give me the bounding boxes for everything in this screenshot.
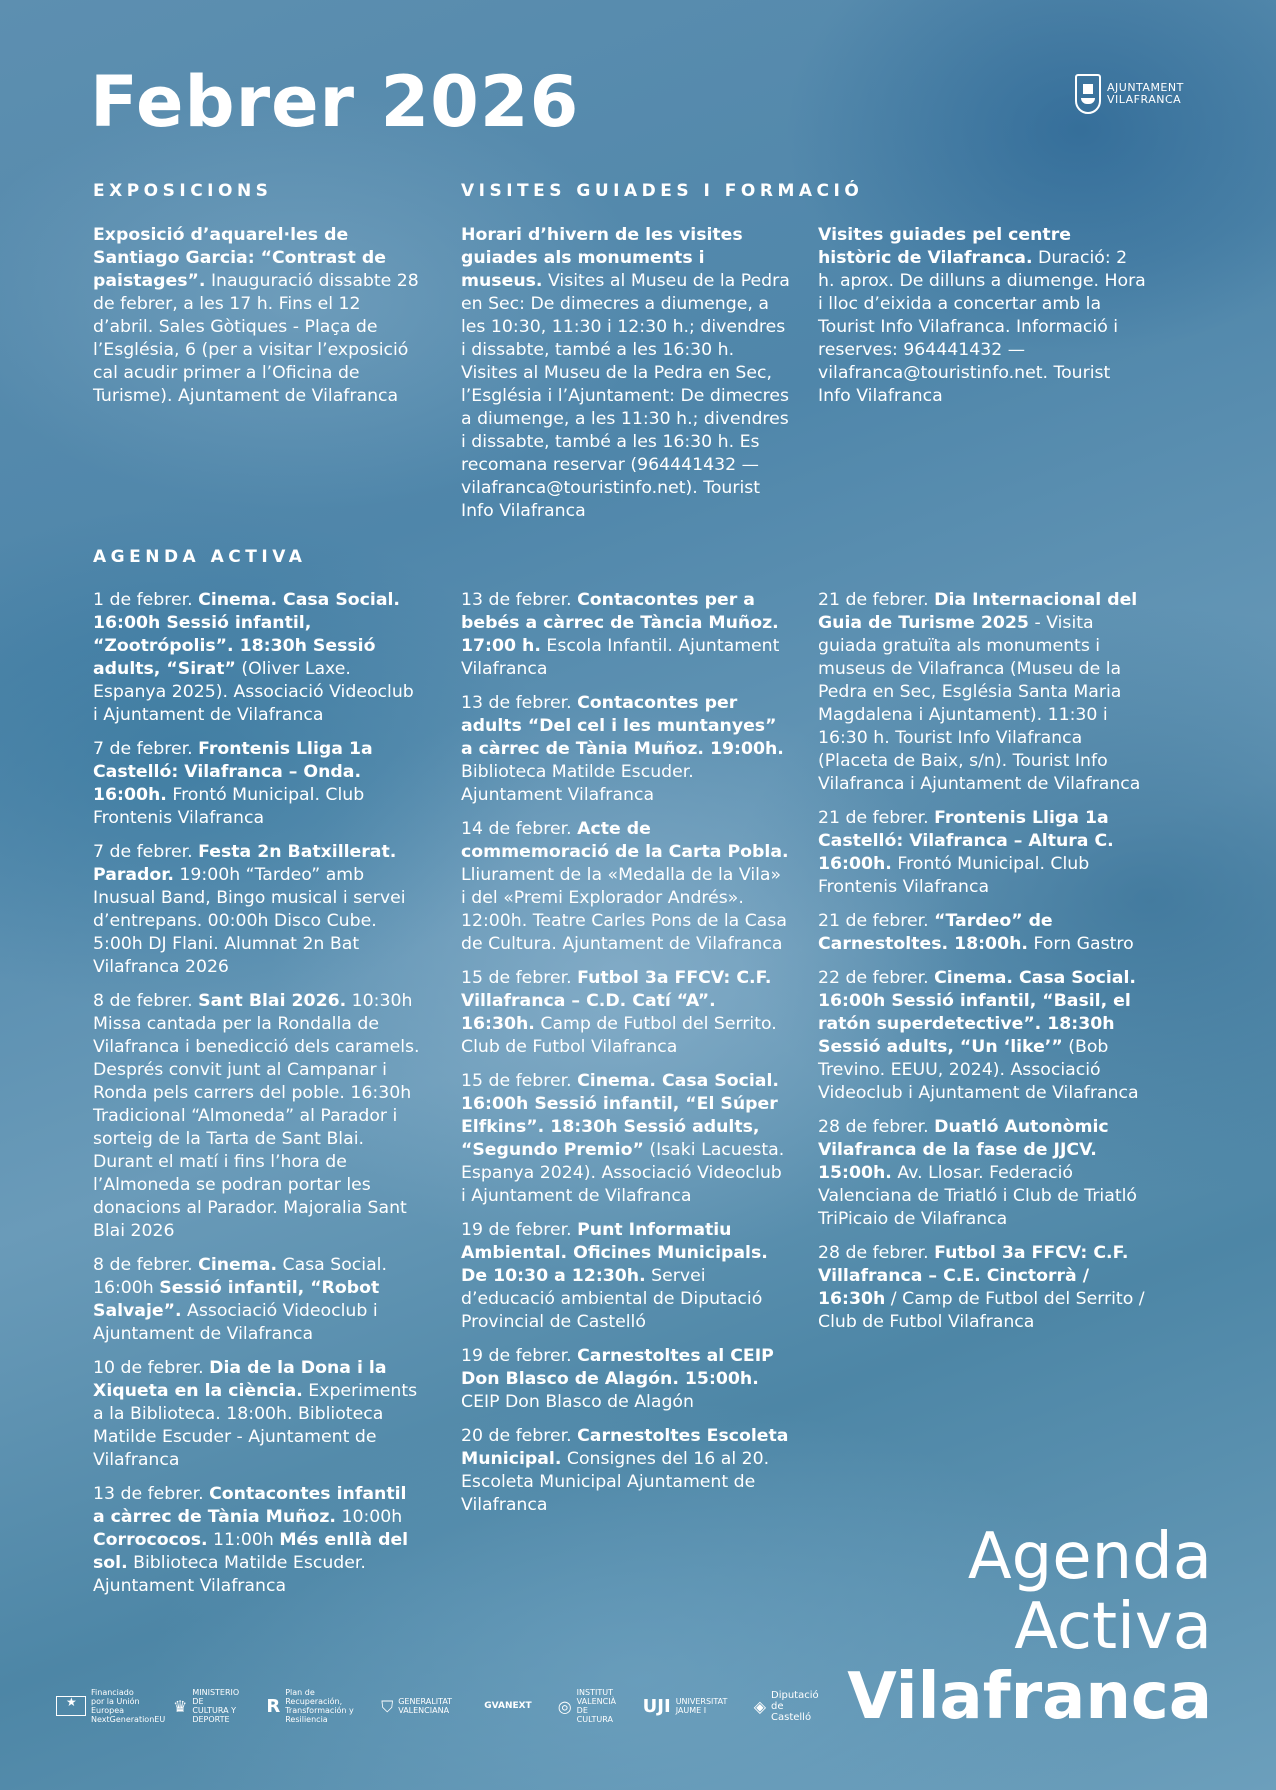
event-entry: 21 de febrer. Frontenis Lliga 1a Castelló: Vilafranca – Altura C. 16:00h. Frontó Municipal. Club Frontenis Vilafranca xyxy=(818,808,1114,897)
generalitat-logo: ⛉ GENERALITAT VALENCIANA xyxy=(381,1696,453,1716)
event-entry: 8 de febrer. Sant Blai 2026. 10:30h Missa cantada per la Rondalla de Vilafranca i benedicció dels caramels. Després convit junt al Campanar i Ronda pels carrers del poble. 16:30h Tradicional “Almoneda” al Parador i sorteig de la Tarta de Sant Blai. Durant el matí i fins l’hora de l’Almoneda se podran portar les donacions al Parador. Majoralia Sant Blai 2026 xyxy=(93,991,420,1241)
visites-entry-horari xyxy=(461,224,791,534)
event-entry: 7 de febrer. Festa 2n Batxillerat. Parador. 19:00h “Tardeo” amb Inusual Band, Bingo musical i servei d’entrepans. 00:00h Disco Cube. 5:00h DJ Flani. Alumnat 2n Bat Vilafranca 2026 xyxy=(93,842,406,977)
event-entry: 22 de febrer. Cinema. Casa Social. 16:00h Sessió infantil, “Basil, el ratón superdetective”. 18:30h Sessió adults, “Un ‘like’” (Bob Trevino. EEUU, 2024). Associació Videoclub i Ajuntament de Vilafranca xyxy=(818,968,1139,1103)
event-entry: 13 de febrer. Contacontes per a bebés a càrrec de Tància Muñoz. 17:00 h. Escola Infantil. Ajuntament Vilafranca xyxy=(461,590,780,679)
sponsor-logos xyxy=(56,1688,821,1724)
agenda-column-2 xyxy=(461,589,791,1528)
event-entry: 7 de febrer. Frontenis Lliga 1a Castelló: Vilafranca – Onda. 16:00h. Frontó Municipal. Club Frontenis Vilafranca xyxy=(93,739,373,828)
event-entry: 21 de febrer. “Tardeo” de Carnestoltes. 18:00h. Forn Gastro xyxy=(818,911,1134,954)
gvanext-logo: GVANEXT xyxy=(484,1700,532,1711)
eu-logo: ★ Financiado por la Unión Europea NextGenerationEU xyxy=(56,1688,147,1724)
section-heading-agenda: AGENDA ACTIVA xyxy=(93,547,307,567)
plan-recuperacion-logo: R Plan de Recuperación, Transformación y Resiliencia xyxy=(266,1688,354,1724)
event-entry: 14 de febrer. Acte de commemoració de la Carta Pobla. Lliurament de la «Medalla de la Vila» i del «Premi Explorador Andrés». 12:00h. Teatre Carles Pons de la Casa de Cultura. Ajuntament de Vilafranca xyxy=(461,819,789,954)
event-entry: 15 de febrer. Futbol 3a FFCV: C.F. Villafranca – C.D. Catí “A”. 16:30h. Camp de Futbol del Serrito. Club de Futbol Vilafranca xyxy=(461,968,777,1057)
section-heading-exposicions: EXPOSICIONS xyxy=(93,181,273,201)
coat-of-arms-icon xyxy=(1075,74,1101,114)
diputacio-logo: ◈ Diputació de Castelló xyxy=(753,1689,819,1723)
event-entry: 1 de febrer. Cinema. Casa Social. 16:00h Sessió infantil, “Zootrópolis”. 18:30h Sessió adults, “Sirat” (Oliver Laxe. Espanya 2025). Associació Videoclub i Ajuntament de Vilafranca xyxy=(93,590,414,725)
event-entry: 10 de febrer. Dia de la Dona i la Xiqueta en la ciència. Experiments a la Biblioteca. 18:00h. Biblioteca Matilde Escuder - Ajuntament de Vilafranca xyxy=(93,1358,418,1470)
event-entry: 28 de febrer. Futbol 3a FFCV: C.F. Villafranca – C.E. Cinctorrà / 16:30h / Camp de Futbol del Serrito / Club de Futbol Vilafranca xyxy=(818,1243,1145,1332)
event-entry: 21 de febrer. Dia Internacional del Guia de Turisme 2025 - Visita guiada gratuïta als monuments i museus de Vilafranca (Museu de la Pedra en Sec, Església Santa Maria Magdalena i Ajuntament). 11:30 i 16:30 h. Tourist Info Vilafranca (Placeta de Baix, s/n). Tourist Info Vilafranca i Ajuntament de Vilafranca xyxy=(818,590,1141,794)
agenda-column-3 xyxy=(818,589,1148,1345)
event-entry: 28 de febrer. Duatló Autonòmic Vilafranca de la fase de JJCV. 15:00h. Av. Llosar. Federació Valenciana de Triatló i Club de Triatló TriPicaio de Vilafranca xyxy=(818,1117,1137,1229)
event-entry: Exposició d’aquarel·les de Santiago Garcia: “Contrast de paistages”. Inauguració dissabte 28 de febrer, a les 17 h. Fins el 12 d’abril. Sales Gòtiques - Plaça de l’Església, 6 (per a visitar l’exposició cal acudir primer a l’Oficina de Turisme). Ajuntament de Vilafranca xyxy=(93,225,419,406)
uji-logo: UJI UNIVERSITAT JAUME I xyxy=(642,1695,728,1717)
event-entry: 19 de febrer. Punt Informatiu Ambiental. Oficines Municipals. De 10:30 a 12:30h. Servei d’educació ambiental de Diputació Provincial de Castelló xyxy=(461,1220,768,1332)
visites-entry-centre xyxy=(818,224,1148,419)
event-entry: 19 de febrer. Carnestoltes al CEIP Don Blasco de Alagón. 15:00h. CEIP Don Blasco de Alagón xyxy=(461,1346,774,1412)
event-entry: 13 de febrer. Contacontes infantil a càrrec de Tània Muñoz. 10:00h Corrococos. 11:00h Més enllà del sol. Biblioteca Matilde Escuder. Ajuntament Vilafranca xyxy=(93,1484,409,1596)
event-entry: 20 de febrer. Carnestoltes Escoleta Municipal. Consignes del 16 al 20. Escoleta Municipal Ajuntament de Vilafranca xyxy=(461,1426,789,1515)
agenda-activa-brand: Agenda Activa Vilafranca xyxy=(847,1520,1212,1734)
ivc-circle-icon: ◎ xyxy=(557,1696,572,1716)
generalitat-shield-icon: ⛉ xyxy=(381,1696,394,1716)
logo-text: AJUNTAMENT VILAFRANCA xyxy=(1107,81,1184,106)
page-title: Febrer 2026 xyxy=(90,61,580,143)
crown-icon: ♛ xyxy=(173,1696,188,1716)
agenda-column-1 xyxy=(93,589,423,1609)
event-entry: 15 de febrer. Cinema. Casa Social. 16:00h Sessió infantil, “El Súper Elfkins”. 18:30h Sessió adults, “Segundo Premio” (Isaki Lacuesta. Espanya 2024). Associació Videoclub i Ajuntament de Vilafranca xyxy=(461,1071,785,1206)
diputacio-icon: ◈ xyxy=(753,1696,766,1716)
exposicions-list xyxy=(93,224,423,419)
event-entry: 13 de febrer. Contacontes per adults “Del cel i les muntanyes” a càrrec de Tània Muñoz. 19:00h. Biblioteca Matilde Escuder. Ajuntament Vilafranca xyxy=(461,693,784,805)
event-entry: Horari d’hivern de les visites guiades als monuments i museus. Visites al Museu de la Pedra en Sec: De dimecres a diumenge, a les 10:30, 11:30 i 12:30 h.; divendres i dissabte, també a les 16:30 h. Visites al Museu de la Pedra en Sec, l’Església i l’Ajuntament: De dimecres a diumenge, a les 11:30 h.; divendres i dissabte, també a les 16:30 h. Es recomana reservar (964441432 — vilafranca@touristinfo.net). Tourist Info Vilafranca xyxy=(461,225,790,521)
r-mark-icon: R xyxy=(266,1695,281,1717)
section-heading-visites: VISITES GUIADES I FORMACIÓ xyxy=(461,181,864,201)
ivc-logo: ◎ INSTITUT VALENCIÀ DE CULTURA xyxy=(557,1688,617,1724)
event-entry: 8 de febrer. Cinema. Casa Social. 16:00h Sessió infantil, “Robot Salvaje”. Associació Videoclub i Ajuntament de Vilafranca xyxy=(93,1255,387,1344)
ajuntament-logo xyxy=(1075,74,1184,114)
ministerio-logo: ♛ MINISTERIO DE CULTURA Y DEPORTE xyxy=(173,1688,240,1724)
eu-flag-icon xyxy=(56,1696,86,1716)
event-entry: Visites guiades pel centre històric de Vilafranca. Duració: 2 h. aprox. De dilluns a diumenge. Hora i lloc d’eixida a concertar amb la Tourist Info Vilafranca. Informació i reserves: 964441432 — vilafranca@touristinfo.net. Tourist Info Vilafranca xyxy=(818,225,1146,406)
